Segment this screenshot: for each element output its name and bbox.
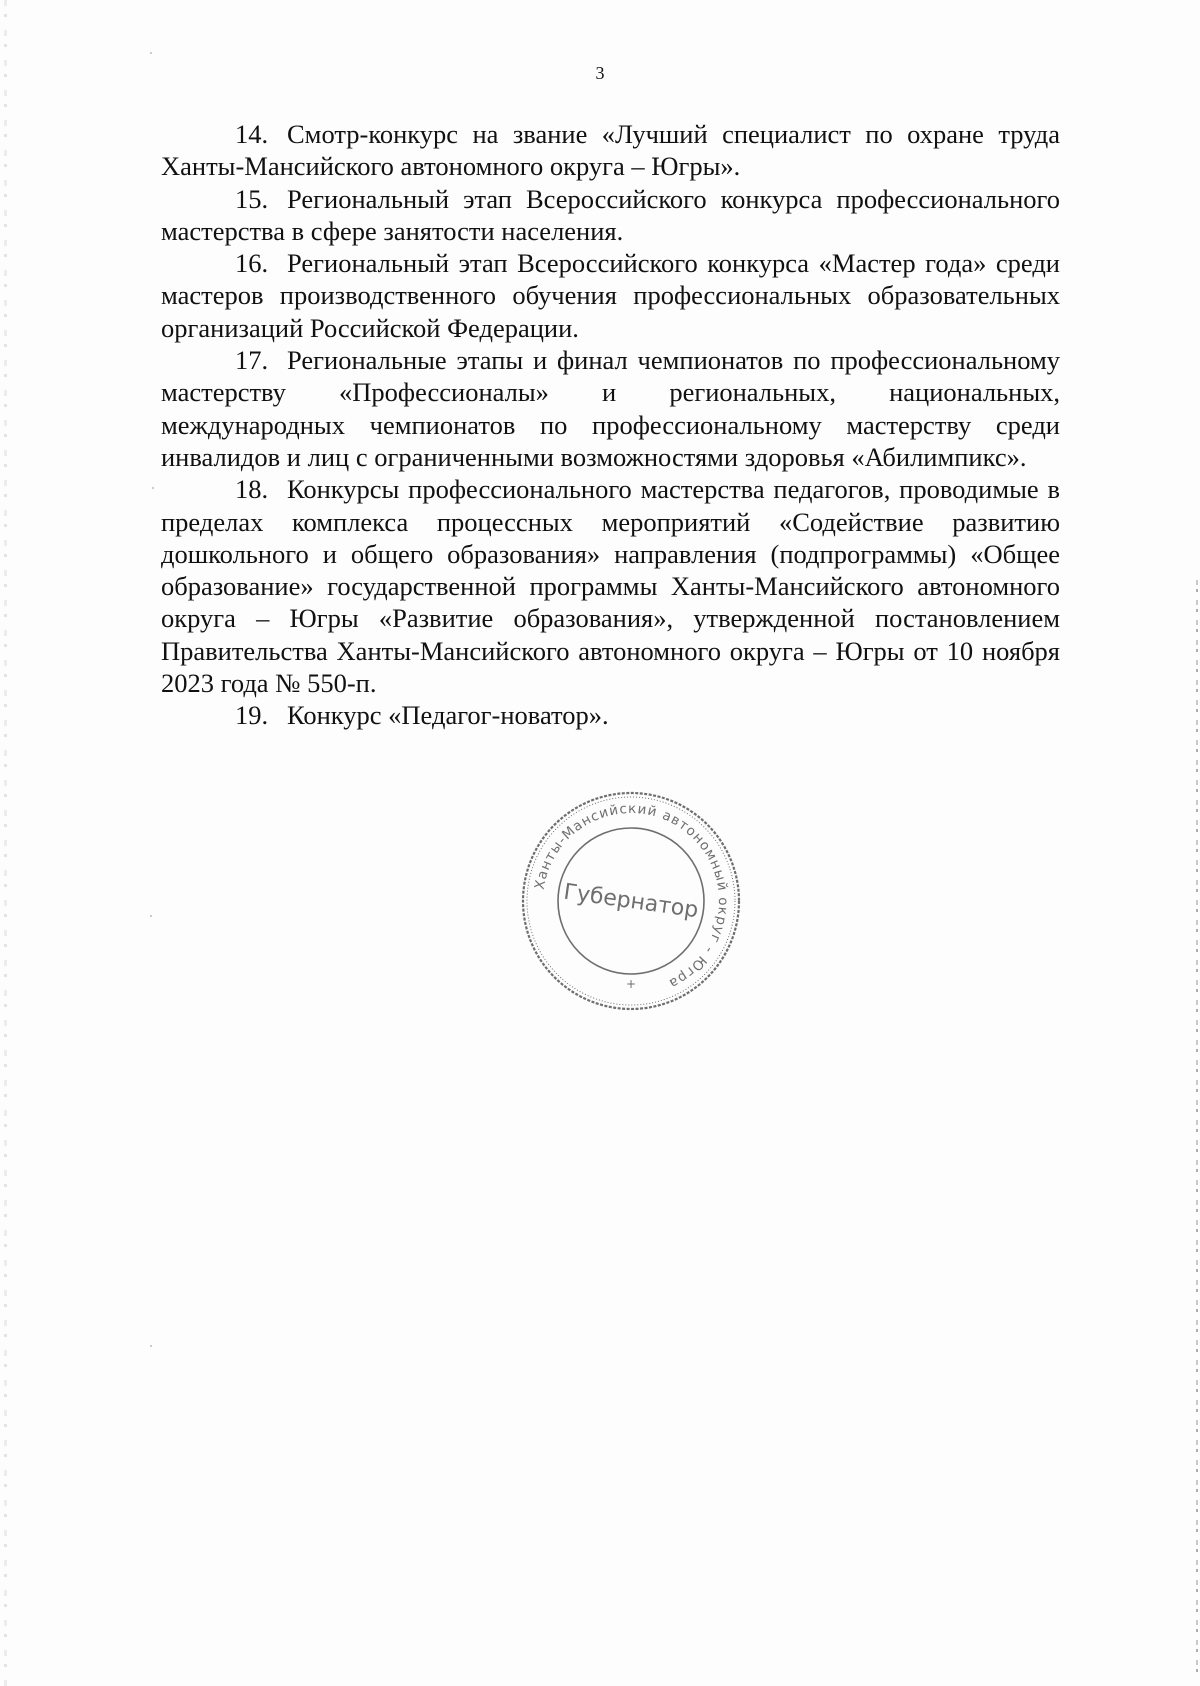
list-item-number: 16.	[235, 248, 269, 279]
list-item	[161, 183, 1060, 248]
list-item-number: 15.	[235, 183, 269, 214]
list-item	[161, 699, 1060, 731]
scan-edge-artifact-right	[1196, 580, 1198, 1680]
list-item-text: Региональные этапы и финал чемпионатов по профессиональному мастерству «Профессионалы» и региональных, национальных, международных чемпионатов по профессиональному мастерству среди инвалидов и лиц с ограниченными возможностями здоровья «Абилимпикс».	[161, 345, 1060, 472]
list-item	[161, 247, 1060, 344]
scan-edge-artifact-left	[4, 0, 7, 1686]
list-item	[161, 473, 1060, 699]
list-item-text: Конкурс «Педагог-новатор».	[287, 700, 609, 731]
document-body	[161, 118, 1060, 732]
list-item-number: 17.	[235, 345, 269, 376]
seal-graphic	[518, 788, 744, 1014]
scan-speck	[150, 52, 152, 54]
page-number: 3	[595, 63, 605, 83]
list-item-number: 18.	[235, 474, 269, 505]
list-item-text: Смотр-конкурс на звание «Лучший специалист по охране труда Ханты-Мансийского автономного округа – Югры».	[161, 119, 1060, 182]
scan-speck	[150, 1345, 152, 1347]
list-item-number: 19.	[235, 700, 269, 731]
seal-center-text: Губернатор	[562, 879, 700, 924]
scan-speck	[152, 487, 154, 489]
list-item	[161, 118, 1060, 183]
list-item-text: Конкурсы профессионального мастерства педагогов, проводимые в пределах комплекса процессных мероприятий «Содействие развитию дошкольного и общего образования» направления (подпрограммы) «Общее образование» государственной программы Ханты-Мансийского автономного округа – Югры «Развитие образования», утвержденной постановлением Правительства Ханты-Мансийского автономного округа – Югры от 10 ноября 2023 года № 550-п.	[161, 474, 1060, 699]
official-seal-stamp	[518, 788, 744, 1014]
scan-speck	[150, 915, 152, 917]
seal-ring-text: Ханты-Мансийский автономный округ - Югра	[531, 800, 732, 992]
list-item-number: 14.	[235, 119, 269, 149]
list-item	[161, 344, 1060, 473]
list-item-text: Региональный этап Всероссийского конкурса «Мастер года» среди мастеров производственного обучения профессиональных образовательных организаций Российской Федерации.	[161, 248, 1060, 343]
seal-star-mark: +	[625, 977, 637, 991]
list-item-text: Региональный этап Всероссийского конкурса профессионального мастерства в сфере занятости населения.	[161, 183, 1060, 246]
